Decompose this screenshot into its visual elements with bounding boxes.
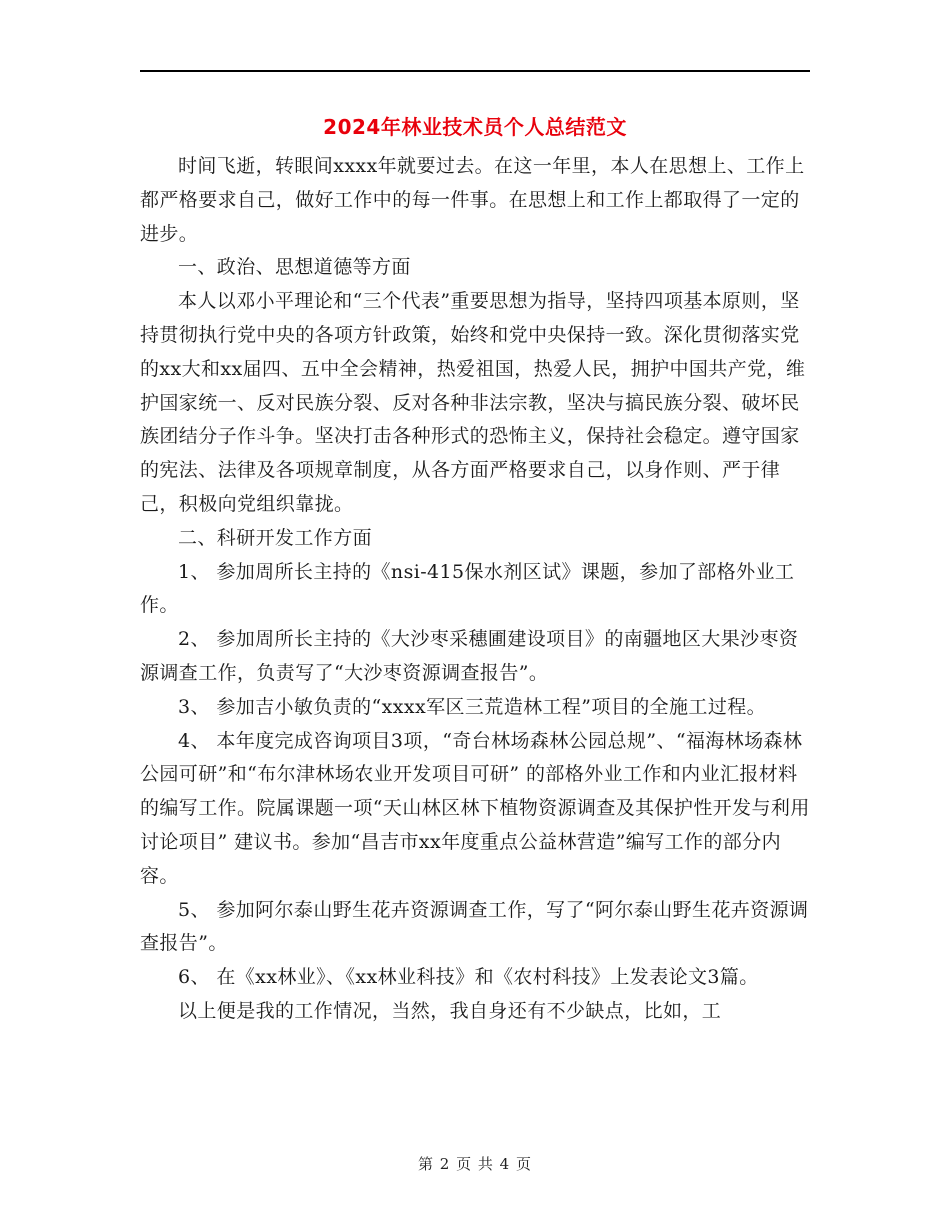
list-item: 1、 参加周所长主持的《nsi-415保水剂区试》课题，参加了部格外业工作。 <box>140 560 795 617</box>
list-item: 6、 在《xx林业》、《xx林业科技》和《农村科技》上发表论文3篇。 <box>178 966 759 989</box>
section-heading-research: 二、科研开发工作方面 <box>178 526 373 549</box>
document-title: 2024年林业技术员个人总结范文 <box>323 115 627 139</box>
list-item: 4、 本年度完成咨询项目3项，“奇台林场森林公园总规”、“福海林场森林公园可研”和“布尔津林场农业开发项目可研” 的部格外业工作和内业汇报材料的编写工作。院属课题一项“天山林区林下植物资源调查及其保护性开发与利用讨论项目” 建议书。参加“昌吉市xx年度重点公益林营造”编写工作的部分内容。 <box>140 729 810 887</box>
document-body <box>140 150 812 1029</box>
page-number-footer: 第 2 页 共 4 页 <box>418 1155 532 1173</box>
closing-paragraph: 以上便是我的工作情况，当然，我自身还有不少缺点，比如，工 <box>178 999 722 1022</box>
list-item: 2、 参加周所长主持的《大沙枣采穗圃建设项目》的南疆地区大果沙枣资源调查工作，负责写了“大沙枣资源调查报告”。 <box>140 628 799 684</box>
politics-paragraph: 本人以邓小平理论和“三个代表”重要思想为指导，坚持四项基本原则，坚持贯彻执行党中央的各项方针政策，始终和党中央保持一致。深化贯彻落实党的xx大和xx届四、五中全会精神，热爱祖国，热爱人民，拥护中国共产党，维护国家统一、反对民族分裂、反对各种非法宗教，坚决与搞民族分裂、破坏民族团结分子作斗争。坚决打击各种形式的恐怖主义，保持社会稳定。遵守国家的宪法、法律及各项规章制度，从各方面严格要求自己，以身作则、严于律己，积极向党组织靠拢。 <box>140 290 806 515</box>
intro-paragraph: 时间飞逝，转眼间xxxx年就要过去。在这一年里，本人在思想上、工作上都严格要求自己，做好工作中的每一件事。在思想上和工作上都取得了一定的进步。 <box>140 155 805 245</box>
list-item: 5、 参加阿尔泰山野生花卉资源调查工作，写了“阿尔泰山野生花卉资源调查报告”。 <box>140 898 809 955</box>
list-item: 3、 参加吉小敏负责的“xxxx军区三荒造林工程”项目的全施工过程。 <box>178 695 767 718</box>
section-heading-politics: 一、政治、思想道德等方面 <box>178 256 411 279</box>
header-rule <box>140 70 810 72</box>
